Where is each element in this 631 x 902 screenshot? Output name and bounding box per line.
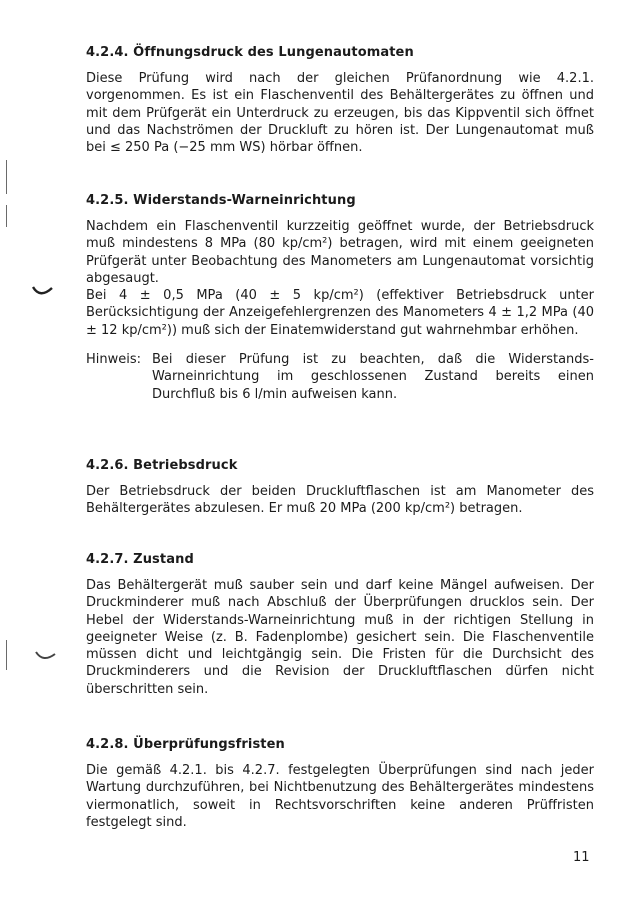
section-heading: 4.2.7. Zustand	[86, 552, 194, 567]
note-label: Hinweis:	[86, 352, 142, 368]
binding-hole-mark	[33, 648, 59, 664]
section-heading: 4.2.5. Widerstands-Warneinrichtung	[86, 193, 356, 208]
section-4-2-4	[86, 45, 594, 156]
section-4-2-7	[86, 552, 594, 698]
note	[86, 351, 594, 403]
section-paragraph: Der Betriebsdruck der beiden Druckluftflaschen ist am Manometer des Behältergerätes abzulesen. Er muß 20 MPa (200 kp/cm²) betragen.	[86, 484, 594, 517]
section-paragraph: Das Behältergerät muß sauber sein und darf keine Mängel aufweisen. Der Druckminderer muß nach Abschluß der Überprüfungen drucklos sein. Der Hebel der Widerstands-Warneinrichtung muß in der richtigen Stellung in geeigneter Weise (z. B. Fadenplombe) gesichert sein. Die Flaschenventile müssen dicht und leichtgängig sein. Die Fristen für die Durchsicht des Druckminderers und die Revision der Druckluftflaschen dürfen nicht überschritten sein.	[86, 578, 594, 697]
section-heading: 4.2.4. Öffnungsdruck des Lungenautomaten	[86, 45, 414, 60]
scan-edge-mark	[6, 205, 7, 227]
scan-edge-mark	[6, 640, 7, 670]
section-paragraph: Bei 4 ± 0,5 MPa (40 ± 5 kp/cm²) (effektiver Betriebsdruck unter Berücksichtigung der Anzeigefehlergrenzen des Manometers 4 ± 1,2 MPa (40 ± 12 kp/cm²)) muß sich der Einatemwiderstand gut wahrnehmbar erhöhen.	[86, 288, 594, 338]
note-text: Bei dieser Prüfung ist zu beachten, daß die Widerstands-Warneinrichtung im geschlossenen Zustand bereits einen Durchfluß bis 6 l/min aufweisen kann.	[152, 352, 594, 402]
page-number: 11	[573, 850, 590, 865]
section-heading: 4.2.8. Überprüfungsfristen	[86, 737, 285, 752]
scan-edge-mark	[6, 160, 7, 194]
section-paragraph: Die gemäß 4.2.1. bis 4.2.7. festgelegten Überprüfungen sind nach jeder Wartung durchzuführen, bei Nichtbenutzung des Behältergerätes mindestens viermonatlich, soweit in Rechtsvorschriften keine anderen Prüffristen festgelegt sind.	[86, 763, 594, 830]
section-paragraph: Diese Prüfung wird nach der gleichen Prüfanordnung wie 4.2.1. vorgenommen. Es ist ein Flaschenventil des Behältergerätes zu öffnen und mit dem Prüfgerät ein Unterdruck zu erzeugen, bis das Kippventil sich öffnet und das Nachströmen der Druckluft zu hören ist. Der Lungenautomat muß bei ≤ 250 Pa (−25 mm WS) hörbar öffnen.	[86, 71, 594, 156]
section-4-2-5	[86, 193, 594, 403]
section-paragraph: Nachdem ein Flaschenventil kurzzeitig geöffnet wurde, der Betriebsdruck muß mindestens 8 MPa (80 kp/cm²) betragen, wird mit einem geeigneten Prüfgerät unter Beobachtung des Manometers am Lungenautomat vorsichtig abgesaugt.	[86, 219, 594, 286]
section-heading: 4.2.6. Betriebsdruck	[86, 458, 238, 473]
binding-hole-mark	[30, 283, 56, 299]
section-4-2-8	[86, 737, 594, 831]
section-4-2-6	[86, 458, 594, 518]
